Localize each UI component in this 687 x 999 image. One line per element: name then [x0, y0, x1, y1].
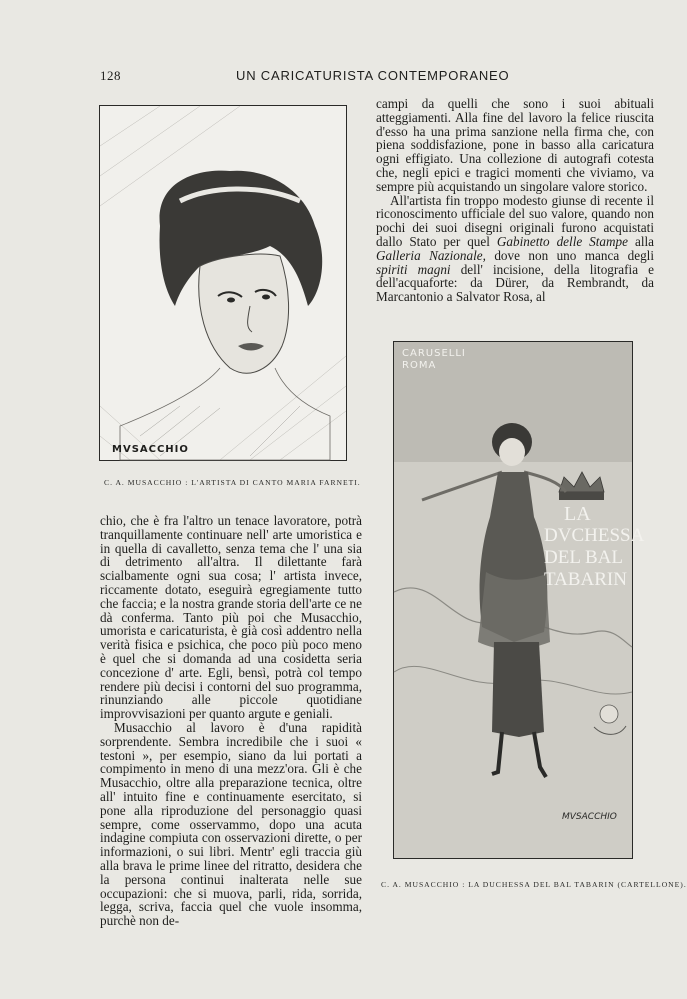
paragraph: Musacchio al lavoro è d'una rapidità sorprendente. Sembra incredibile che i suoi « testoni », per esempio, siano da lui portati a compimento in meno di una mezz'ora. Gli è che Musacchio, oltre alla preparazione tecnica, oltre all' intuito fine e continuamente esercitato, si pone alla riproduzione del personaggio quasi sempre, come osservammo, dopo una acuta indagine compiuta con osservazioni dirette, o per informazioni, o sui libri. Mentr' egli traccia giù alla brava le prime linee del ritratto, desidera che la persona continui inalterata nelle sue occupazioni: che si muova, parli, rida, sorrida, legga, scriva, faccia quel che vuole insomma, purchè non de-	[100, 719, 362, 929]
left-column-text	[100, 514, 362, 928]
text-run: dove non uno manca degli	[494, 247, 654, 263]
text-run: dell' incisione, della litografia e dell'acquaforte: da Dürer, da Rembrandt, da Marcantonio a Salvator Rosa, al	[376, 261, 655, 305]
text-run: alla	[634, 233, 655, 249]
poster-caption: C. A. MUSACCHIO : LA DUCHESSA DEL BAL TABARIN (CARTELLONE).	[381, 880, 687, 889]
running-title: UN CARICATURISTA CONTEMPORANEO	[236, 68, 510, 83]
portrait-signature: MVSACCHIO	[112, 444, 189, 455]
poster-title-line-3: DEL BAL	[544, 547, 623, 568]
page-header	[0, 68, 686, 84]
poster-title-line-1: LA	[564, 503, 591, 525]
italic-run: Gabinetto delle Stampe	[496, 233, 628, 249]
poster-publisher: CARUSELLI ROMA	[402, 348, 466, 371]
text-run: All'artista fin troppo modesto giunse di recente il riconoscimento ufficiale del suo valore, quando non pochi dei suoi disegni originali furono acquistati dallo Stato per quel	[376, 192, 654, 249]
poster-signature: MVSACCHIO	[562, 812, 617, 822]
paragraph: chio, che è fra l'altro un tenace lavoratore, potrà tranquillamente continuare nell' arte umoristica e in quella di cavalletto, senza tema che l' una sia di detrimento all'altra. Il dilettante farà scialbamente ogni sua cosa; l' artista invece, riccamente dotato, eseguirà egregiamente tutto che faccia; e la nostra grande storia dell'arte ce ne dà conferma. Tanto più poi che Musacchio, umorista e caricaturista, è già così addentro nella verità fisica e psichica, che poco più poco meno è quel che si domanda ad una cosidetta seria concezione d' arte. Egli, bensì, potrà col tempo rendere più decisi i contorni del suo programma, rinunziando alle piccole quotidiane improvvisazioni per quanto argute e geniali.	[100, 513, 362, 722]
paragraph: campi da quelli che sono i suoi abituali atteggiamenti. Alla fine del lavoro la felice riuscita d'esso ha una prima sanzione nella firma che, con piena soddisfazione, pone in basso alla caricatura ogni effigiato. Una collezione di autografi cotesta che, negli epici e tragici momenti che viviamo, va sempre più acquistando un singolare valore storico.	[376, 96, 654, 194]
portrait-illustration	[99, 105, 347, 461]
portrait-caption: C. A. MUSACCHIO : L'ARTISTA DI CANTO MARIA FARNETI.	[104, 478, 361, 487]
right-column-text	[376, 97, 654, 304]
italic-run: spiriti magni	[376, 261, 451, 277]
paragraph	[376, 194, 654, 304]
portrait-drawing	[100, 106, 346, 460]
poster-title-line-4: TABARIN	[544, 569, 627, 590]
page-number: 128	[100, 68, 121, 83]
poster-drawing	[394, 342, 632, 858]
poster-title-line-2: DVCHESSA	[544, 525, 645, 546]
italic-run: Galleria Nazionale,	[376, 247, 486, 263]
poster-illustration	[393, 341, 645, 859]
